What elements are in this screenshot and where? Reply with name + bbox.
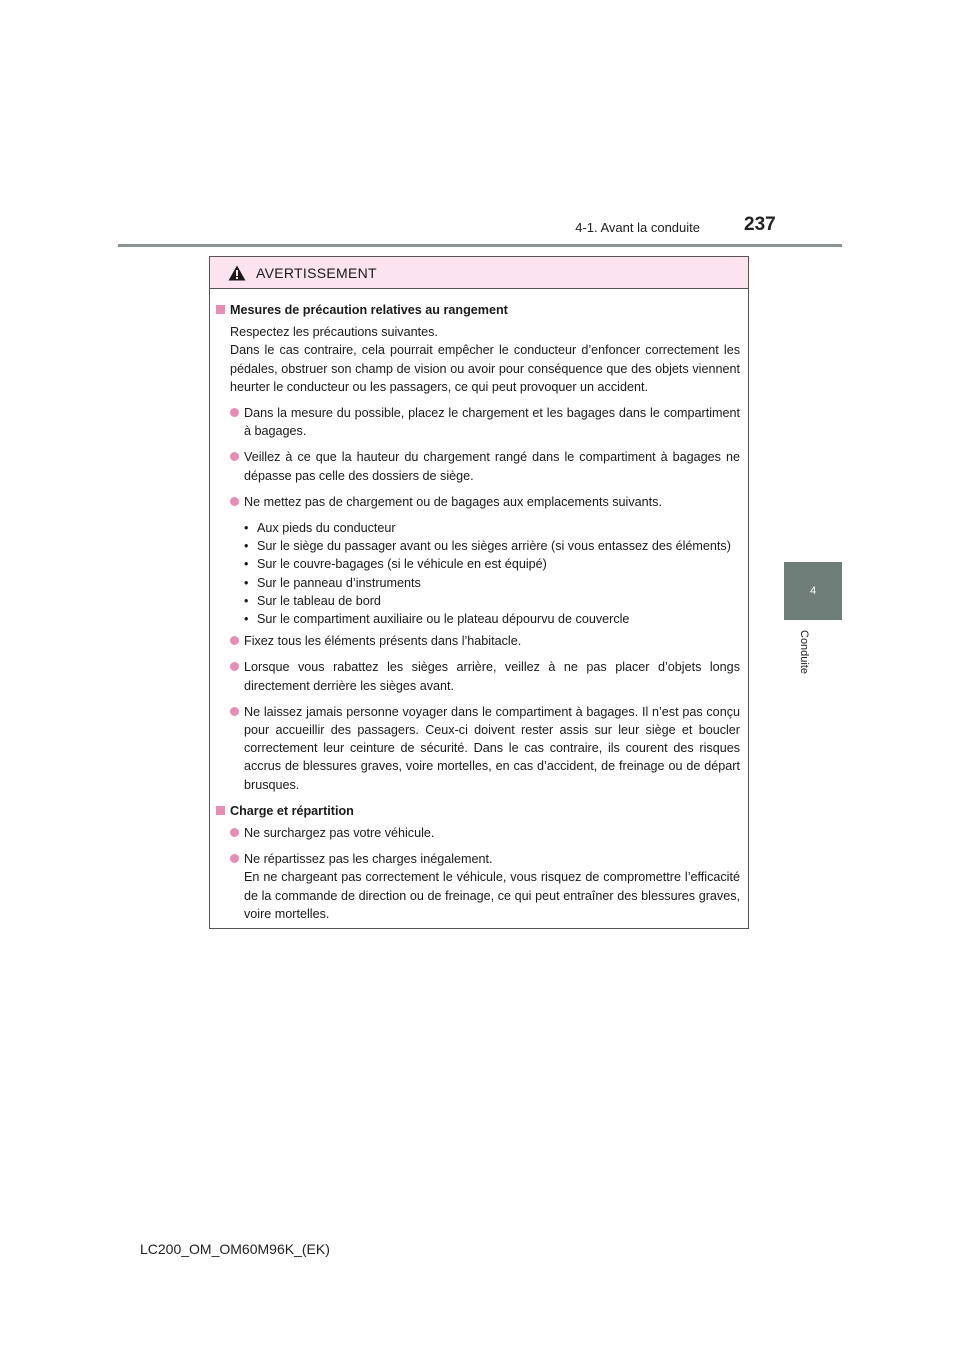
bullet-dot-icon (230, 636, 239, 645)
bullet-text: Fixez tous les éléments présents dans l’habitacle. (244, 634, 522, 649)
square-marker-icon (216, 806, 225, 815)
sub-item-text: Sur le siège du passager avant ou les sièges arrière (si vous entassez des éléments) (257, 539, 731, 554)
sub-bullet-icon: • (244, 593, 249, 608)
intro-paragraph: Respectez les précautions suivantes. Dans le cas contraire, cela pourrait empêcher le conducteur d’enfoncer correctement les pédales, obstruer son champ de vision ou avoir pour conséquence que des objets viennent heurter le conducteur ou les passagers, ce qui peut provoquer un accident. (230, 325, 740, 394)
sub-item-text: Sur le compartiment auxiliaire ou le plateau dépourvu de couvercle (257, 612, 630, 627)
section-heading (216, 802, 740, 820)
sub-item-text: Sur le panneau d’instruments (257, 575, 421, 590)
bullet-item (230, 448, 740, 484)
sub-item-text: Sur le tableau de bord (257, 593, 381, 608)
bullet-text: Dans la mesure du possible, placez le chargement et les bagages dans le compartiment à bagages. (244, 406, 740, 439)
bullet-item (230, 703, 740, 794)
warning-header (210, 257, 748, 289)
sub-bullet-icon: • (244, 575, 249, 590)
bullet-text: Lorsque vous rabattez les sièges arrière, veillez à ne pas placer d’objets longs directement derrière les sièges avant. (244, 660, 740, 693)
warning-box (209, 256, 749, 929)
sub-item-text: Aux pieds du conducteur (257, 521, 396, 536)
sub-bullet-icon: • (244, 612, 249, 627)
bullet-text: Ne mettez pas de chargement ou de bagages aux emplacements suivants. (244, 494, 662, 509)
bullet-dot-icon (230, 828, 239, 837)
bullet-dot-icon (230, 662, 239, 671)
bullet-text: Veillez à ce que la hauteur du chargement rangé dans le compartiment à bagages ne dépasse pas celle des dossiers de siège. (244, 450, 740, 483)
warning-body (210, 289, 748, 923)
section-heading (216, 301, 740, 319)
sub-item (244, 519, 740, 537)
bullet-dot-icon (230, 408, 239, 417)
location-sublist (244, 519, 740, 628)
bullet-item (230, 404, 740, 440)
bullet-text: Ne répartissez pas les charges inégalement. En ne chargeant pas correctement le véhicule, vous risquez de compromettre l’efficacité de la commande de direction ou de freinage, ce qui peut entraîner des blessures graves, voire mortelles. (244, 852, 740, 921)
section-heading-text: Mesures de précaution relatives au rangement (230, 303, 508, 317)
section-title: 4-1. Avant la conduite (575, 220, 700, 235)
sub-item (244, 555, 740, 573)
bullet-dot-icon (230, 497, 239, 506)
sub-bullet-icon: • (244, 557, 249, 572)
document-id: LC200_OM_OM60M96K_(EK) (140, 1241, 330, 1257)
sub-item (244, 574, 740, 592)
bullet-dot-icon (230, 854, 239, 863)
warning-title: AVERTISSEMENT (256, 264, 377, 281)
chapter-tab (784, 562, 842, 620)
sub-item (244, 537, 740, 555)
bullet-item (230, 658, 740, 694)
bullet-text: Ne surchargez pas votre véhicule. (244, 826, 435, 841)
bullet-item (230, 632, 740, 650)
sub-item-text: Sur le couvre-bagages (si le véhicule en est équipé) (257, 557, 547, 572)
bullet-text: Ne laissez jamais personne voyager dans le compartiment à bagages. Il n’est pas conçu pour accueillir des passagers. Ceux-ci doivent rester assis sur leur siège et boucler correctement leur ceinture de sécurité. Dans le cas contraire, ils courent des risques accrus de blessures graves, voire mortelles, en cas d’accident, de freinage ou de départ brusques. (244, 704, 740, 792)
sub-bullet-icon: • (244, 521, 249, 536)
warning-triangle-icon (228, 265, 246, 281)
chapter-number: 4 (809, 585, 817, 597)
bullet-item (230, 824, 740, 842)
sub-item (244, 592, 740, 610)
chapter-label: Conduite (798, 630, 810, 675)
square-marker-icon (216, 305, 225, 314)
sub-bullet-icon: • (244, 539, 249, 554)
header-rule (118, 244, 842, 247)
sub-item (244, 610, 740, 628)
section-heading-text: Charge et répartition (230, 803, 354, 818)
bullet-dot-icon (230, 707, 239, 716)
bullet-item (230, 493, 740, 511)
bullet-item (230, 850, 740, 923)
page-number: 237 (744, 214, 776, 235)
bullet-dot-icon (230, 452, 239, 461)
